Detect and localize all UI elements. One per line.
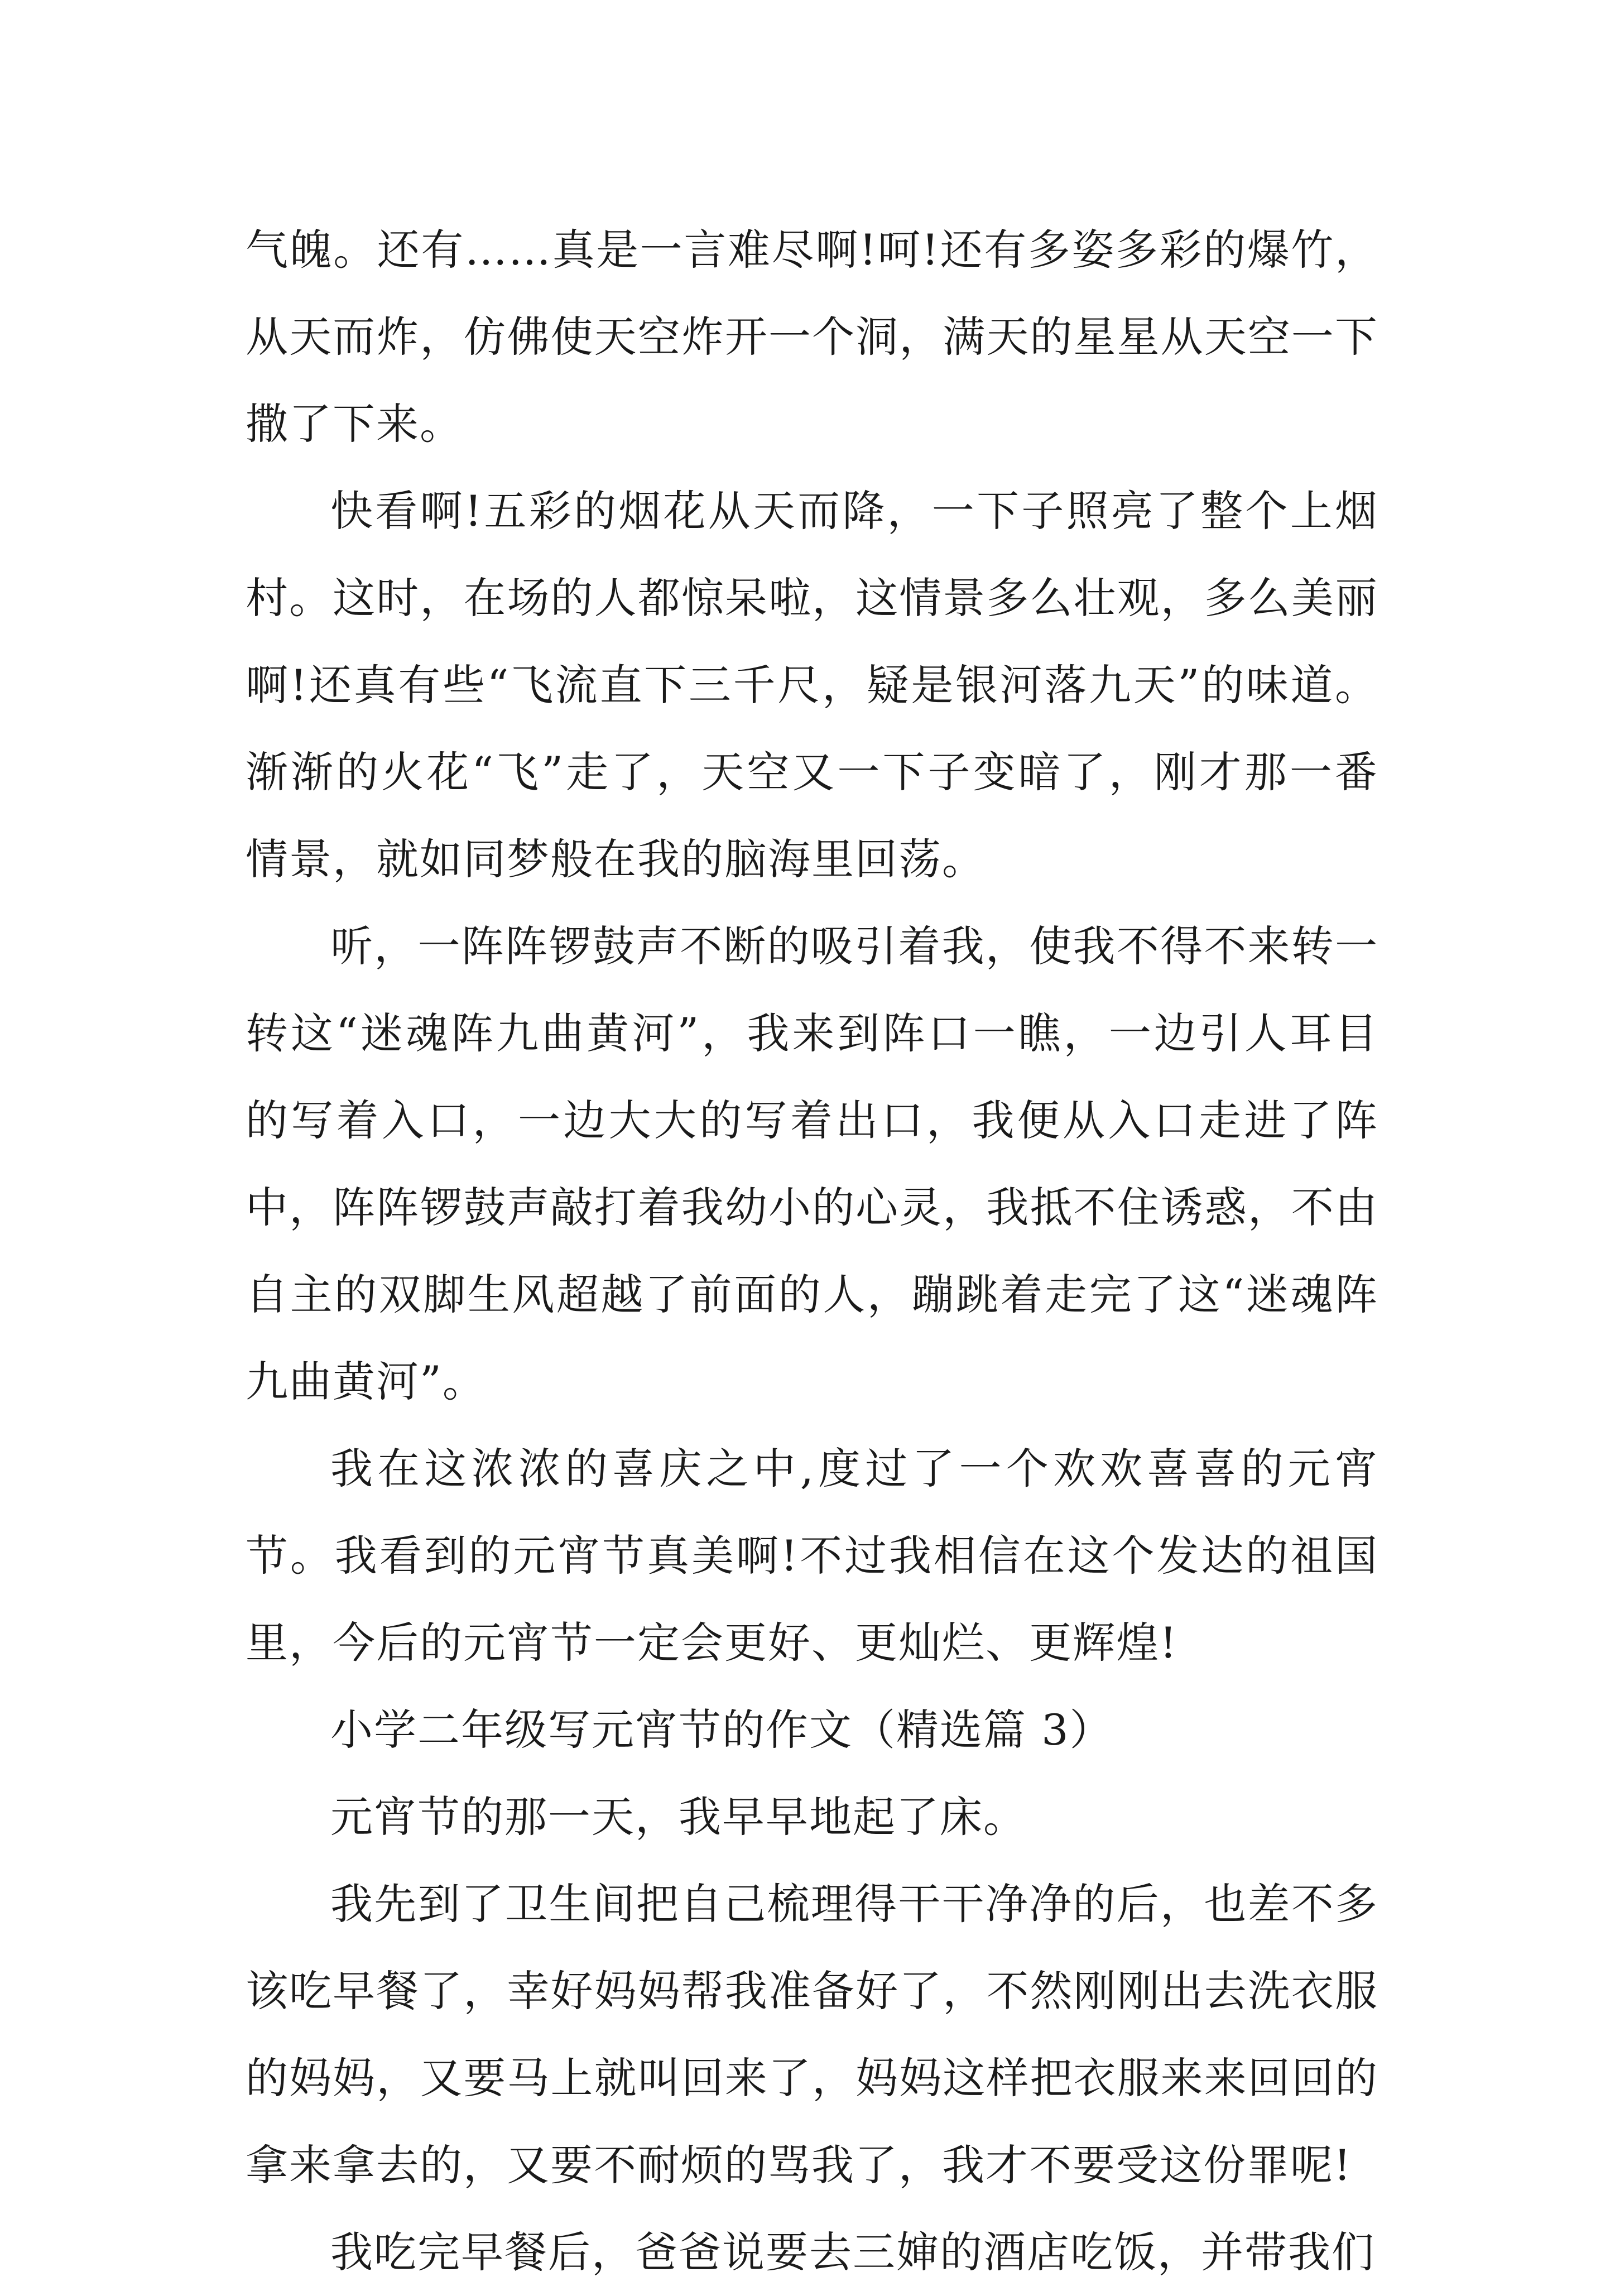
paragraph-7: 我吃完早餐后，爸爸说要去三婶的酒店吃饭，并带我们: [330, 2227, 1375, 2277]
paragraph-6: 我先到了卫生间把自己梳理得干干净净的后，也差不多该吃早餐了，幸好妈妈帮我准备好了，不然刚刚出去洗衣服的妈妈，又要马上就叫回来了，妈妈这样把衣服来来回回的拿来拿去的，又要不耐烦的骂我了，我才不要受这份罪呢!: [246, 1879, 1378, 2190]
section-heading: 小学二年级写元宵节的作文（精选篇 3）: [330, 1705, 1113, 1755]
paragraph-3: 听，一阵阵锣鼓声不断的吸引着我，使我不得不来转一转这“迷魂阵九曲黄河”，我来到阵口一瞧，一边引人耳目的写着入口，一边大大的写着出口，我便从入口走进了阵中，阵阵锣鼓声敲打着我幼小的心灵，我抵不住诱惑，不由自主的双脚生风超越了前面的人，蹦跳着走完了这“迷魂阵九曲黄河”。: [246, 921, 1378, 1406]
paragraph-4: 我在这浓浓的喜庆之中,度过了一个欢欢喜喜的元宵节。我看到的元宵节真美啊!不过我相信在这个发达的祖国里，今后的元宵节一定会更好、更灿烂、更辉煌!: [246, 1444, 1378, 1668]
paragraph-5: 元宵节的那一天，我早早地起了床。: [330, 1792, 1027, 1842]
document-body: [246, 206, 1378, 2296]
paragraph-1: 气魄。还有……真是一言难尽啊!呵!还有多姿多彩的爆竹，从天而炸，仿佛使天空炸开一个洞，满天的星星从天空一下撒了下来。: [246, 225, 1378, 449]
paragraph-2: 快看啊!五彩的烟花从天而降，一下子照亮了整个上烟村。这时，在场的人都惊呆啦，这情景多么壮观，多么美丽啊!还真有些“飞流直下三千尺，疑是银河落九天”的味道。渐渐的火花“飞”走了，天空又一下子变暗了，刚才那一番情景，就如同梦般在我的脑海里回荡。: [246, 486, 1378, 884]
